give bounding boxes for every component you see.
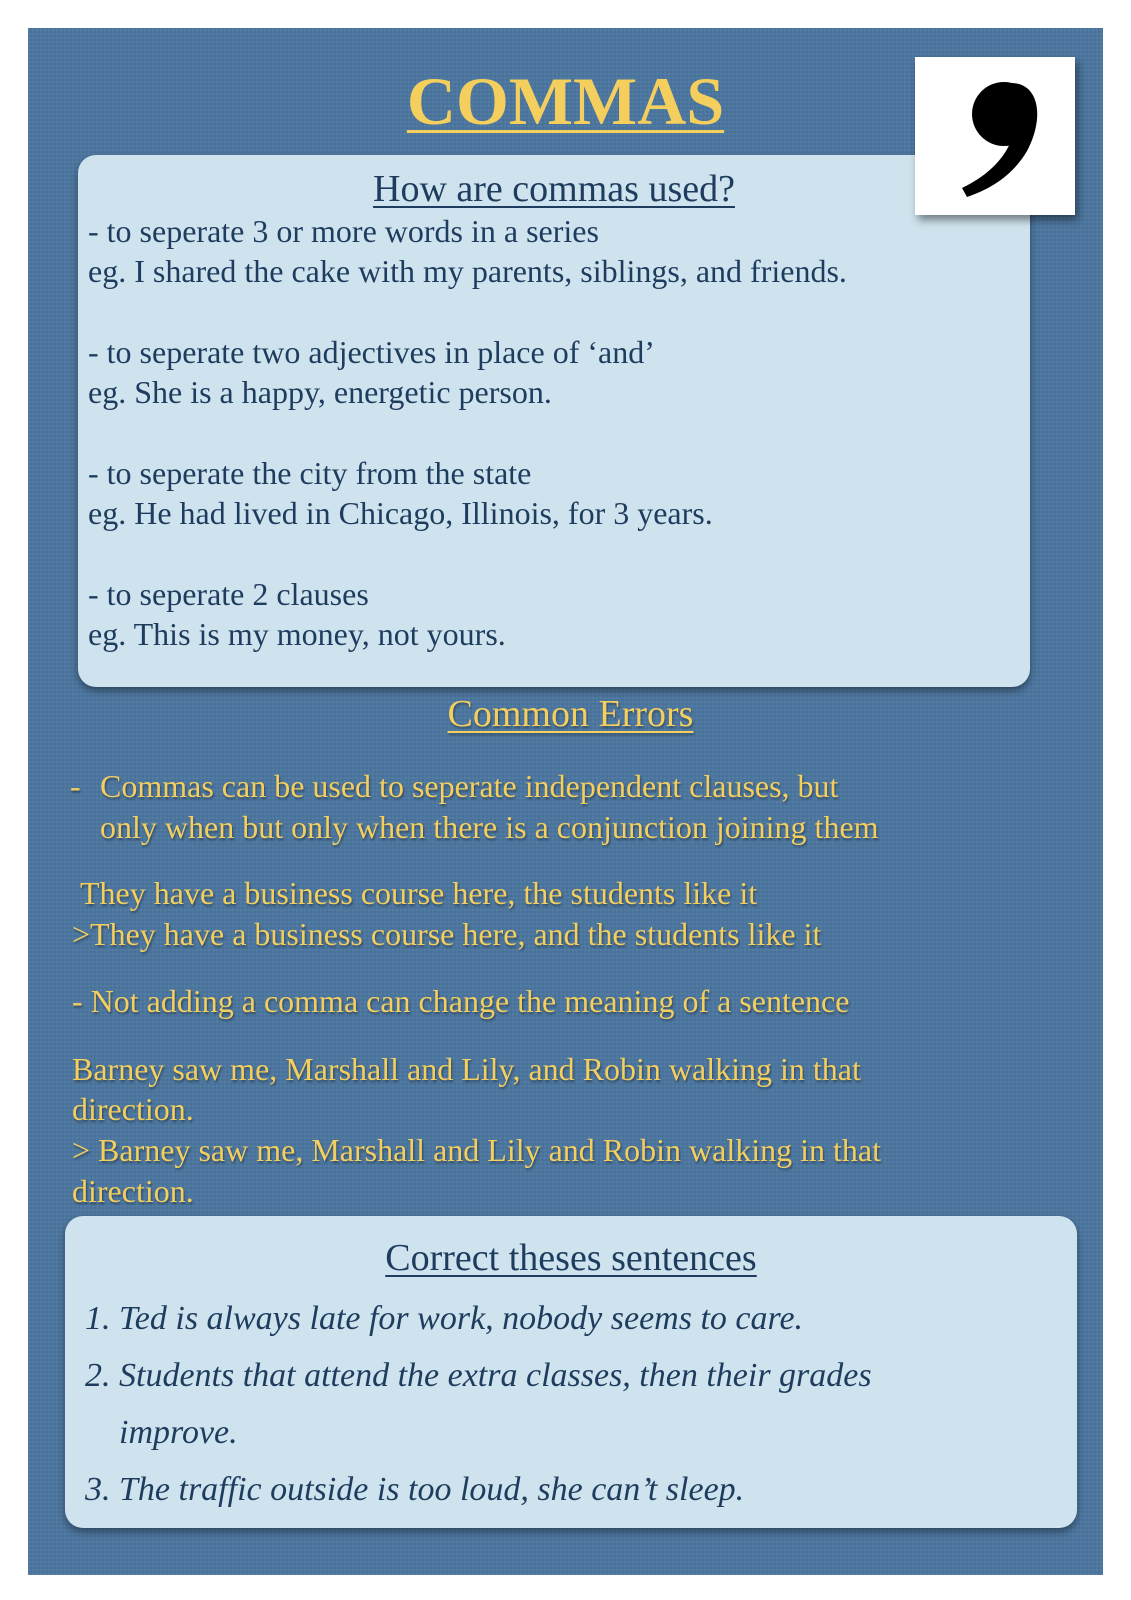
exercise-text: The traffic outside is too loud, she can’t sleep.: [119, 1471, 745, 1508]
comma-glyph-icon: [915, 57, 1075, 215]
meaning-example-2-line-2: direction.: [72, 1173, 194, 1209]
exercise-list: [65, 1290, 1077, 1518]
exercise-number: 3.: [85, 1471, 111, 1508]
comma-card: [915, 57, 1075, 215]
error-point-1: [70, 766, 838, 807]
exercise-number: 1.: [85, 1300, 111, 1337]
error-point-1-line-2: only when but only when there is a conjunction joining them: [100, 809, 879, 845]
errors-heading: Common Errors: [447, 693, 694, 735]
exercise-number: 2.: [85, 1357, 111, 1394]
exercise-text: Students that attend the extra classes, then their grades: [119, 1357, 872, 1394]
uses-heading: How are commas used?: [373, 168, 735, 210]
use-rule: - to seperate 2 clauses: [88, 576, 369, 612]
meaning-example-1-line-2: direction.: [72, 1091, 194, 1127]
use-item: [88, 211, 1030, 291]
use-rule: - to seperate two adjectives in place of ‘and’: [88, 334, 655, 370]
wrong-example: They have a business course here, the students like it: [80, 875, 758, 911]
corrected-example: >They have a business course here, and the students like it: [72, 916, 822, 952]
exercise-item: [65, 1461, 1077, 1518]
comma-uses-panel: [78, 155, 1030, 687]
use-example: eg. I shared the cake with my parents, siblings, and friends.: [88, 253, 847, 289]
uses-list: [78, 211, 1030, 654]
meaning-example-1-line-1: Barney saw me, Marshall and Lily, and Robin walking in that: [72, 1051, 861, 1087]
meaning-example-2-line-1: > Barney saw me, Marshall and Lily and Robin walking in that: [72, 1132, 881, 1168]
exercise-text: Ted is always late for work, nobody seems to care.: [119, 1300, 804, 1337]
page-title: COMMAS: [406, 63, 725, 139]
exercise-item: [65, 1290, 1077, 1347]
error-dash: -: [70, 768, 81, 804]
use-item: [88, 574, 1030, 654]
use-example: eg. He had lived in Chicago, Illinois, for 3 years.: [88, 495, 713, 531]
exercise-heading: Correct theses sentences: [385, 1237, 757, 1279]
use-example: eg. This is my money, not yours.: [88, 616, 506, 652]
use-item: [88, 453, 1030, 533]
use-item: [88, 332, 1030, 412]
use-rule: - to seperate the city from the state: [88, 455, 532, 491]
poster: [28, 28, 1103, 1575]
use-example: eg. She is a happy, energetic person.: [88, 374, 552, 410]
use-rule: - to seperate 3 or more words in a series: [88, 213, 599, 249]
exercise-panel: [65, 1216, 1077, 1528]
exercise-item-continuation: improve.: [119, 1414, 238, 1451]
exercise-item: [65, 1347, 1077, 1404]
error-point-2: - Not adding a comma can change the meaning of a sentence: [72, 983, 850, 1019]
error-point-1-line-1: Commas can be used to seperate independent clauses, but: [100, 768, 839, 804]
